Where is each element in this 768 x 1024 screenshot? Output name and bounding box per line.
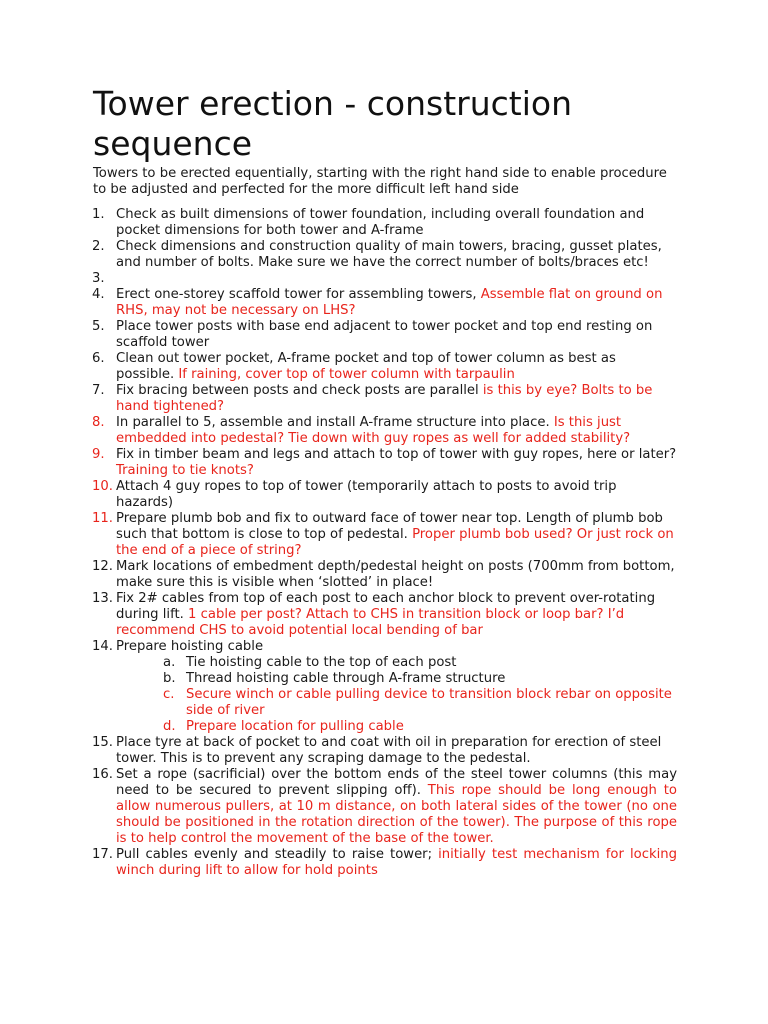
step-text: Fix in timber beam and legs and attach to top of tower with guy ropes, here or later? (116, 447, 677, 462)
list-item (93, 767, 677, 847)
substep-text: Secure winch or cable pulling device to transition block rebar on opposite side of river (186, 687, 672, 718)
step-text: Fix 2# cables from top of each post to each anchor block to prevent over-rotating during lift. (116, 591, 656, 622)
substep-text: Tie hoisting cable to the top of each post (186, 655, 457, 670)
step-annotation: is this by eye? Bolts to be hand tightened? (116, 383, 653, 414)
step-text: Check dimensions and construction quality of main towers, bracing, gusset plates, and number of bolts. Make sure we have the correct number of bolts/braces etc! (116, 239, 662, 270)
step-annotation: This rope should be long enough to allow numerous pullers, at 10 m distance, on both lateral sides of the tower (no one should be positioned in the rotation direction of the tower). The purpose of this rope is to help control the movement of the base of the tower. (116, 783, 677, 846)
step-number: 12. (92, 559, 113, 574)
step-annotation: 1 cable per post? Attach to CHS in transition block or loop bar? I’d recommend CHS to avoid potential local bending of bar (116, 607, 625, 638)
step-annotation: Training to tie knots? (116, 463, 254, 478)
step-text: Prepare plumb bob and fix to outward face of tower near top. Length of plumb bob such that bottom is close to top of pedestal. (116, 511, 663, 542)
step-text: Clean out tower pocket, A-frame pocket and top of tower column as best as possible. (116, 351, 616, 382)
step-text: Mark locations of embedment depth/pedestal height on posts (700mm from bottom, make sure this is visible when ‘slotted’ in place! (116, 559, 675, 590)
step-number: 10. (92, 479, 113, 494)
list-item (93, 207, 677, 239)
step-number: 11. (92, 511, 113, 526)
list-item (93, 415, 677, 447)
list-item (93, 383, 677, 415)
substep-letter: b. (163, 671, 176, 686)
step-annotation: initially test mechanism for locking winch during lift to allow for hold points (116, 847, 677, 878)
step-number: 13. (92, 591, 113, 606)
list-item (116, 655, 677, 671)
list-item (93, 271, 677, 287)
list-item (93, 591, 677, 639)
step-text: Set a rope (sacrificial) over the bottom ends of the steel tower columns (this may need to be secured to prevent slipping off). (116, 767, 677, 798)
step-number: 8. (92, 415, 105, 430)
intro-paragraph: Towers to be erected equentially, starting with the right hand side to enable procedure to be adjusted and perfected for the more difficult left hand side (93, 166, 667, 197)
step-annotation: Proper plumb bob used? Or just rock on the end of a piece of string? (116, 527, 674, 558)
step-number: 2. (92, 239, 105, 254)
list-item (116, 719, 677, 735)
step-annotation: If raining, cover top of tower column with tarpaulin (178, 367, 515, 382)
step-number: 16. (92, 767, 113, 782)
step-annotation: Is this just embedded into pedestal? Tie down with guy ropes as well for added stability? (116, 415, 631, 446)
list-item (93, 847, 677, 879)
substep-letter: d. (163, 719, 176, 734)
document-title: Tower erection - construction sequence (93, 84, 572, 163)
list-item (93, 287, 677, 319)
step-text: Pull cables evenly and steadily to raise tower; (116, 847, 439, 862)
step-number: 15. (92, 735, 113, 750)
step-number: 6. (92, 351, 105, 366)
list-item (93, 319, 677, 351)
list-item (93, 239, 677, 271)
step-text: Erect one-storey scaffold tower for assembling towers, (116, 287, 481, 302)
step-text: In parallel to 5, assemble and install A-frame structure into place. (116, 415, 554, 430)
step-text: Place tyre at back of pocket to and coat with oil in preparation for erection of steel tower. This is to prevent any scraping damage to the pedestal. (116, 735, 662, 766)
list-item (116, 671, 677, 687)
document-page (93, 84, 677, 879)
substeps-list (116, 655, 677, 735)
step-number: 3. (92, 271, 105, 286)
step-number: 1. (92, 207, 105, 222)
step-number: 5. (92, 319, 105, 334)
list-item (93, 559, 677, 591)
step-number: 17. (92, 847, 113, 862)
step-number: 14. (92, 639, 113, 654)
substep-letter: c. (163, 687, 175, 702)
list-item (93, 479, 677, 511)
substep-text: Thread hoisting cable through A-frame structure (186, 671, 506, 686)
list-item (93, 351, 677, 383)
step-text: Fix bracing between posts and check posts are parallel (116, 383, 483, 398)
list-item (93, 511, 677, 559)
step-number: 9. (92, 447, 105, 462)
step-number: 7. (92, 383, 105, 398)
list-item (93, 447, 677, 479)
list-item (116, 687, 677, 719)
list-item (93, 735, 677, 767)
step-text: Place tower posts with base end adjacent to tower pocket and top end resting on scaffold tower (116, 319, 653, 350)
step-number: 4. (92, 287, 105, 302)
step-annotation: Assemble flat on ground on RHS, may not be necessary on LHS? (116, 287, 663, 318)
list-item (93, 639, 677, 735)
step-text: Check as built dimensions of tower foundation, including overall foundation and pocket dimensions for both tower and A-frame (116, 207, 645, 238)
step-text: Prepare hoisting cable (116, 639, 264, 654)
substep-text: Prepare location for pulling cable (186, 719, 404, 734)
steps-list (93, 207, 677, 879)
substep-letter: a. (163, 655, 176, 670)
step-text: Attach 4 guy ropes to top of tower (temporarily attach to posts to avoid trip hazards) (116, 479, 617, 510)
